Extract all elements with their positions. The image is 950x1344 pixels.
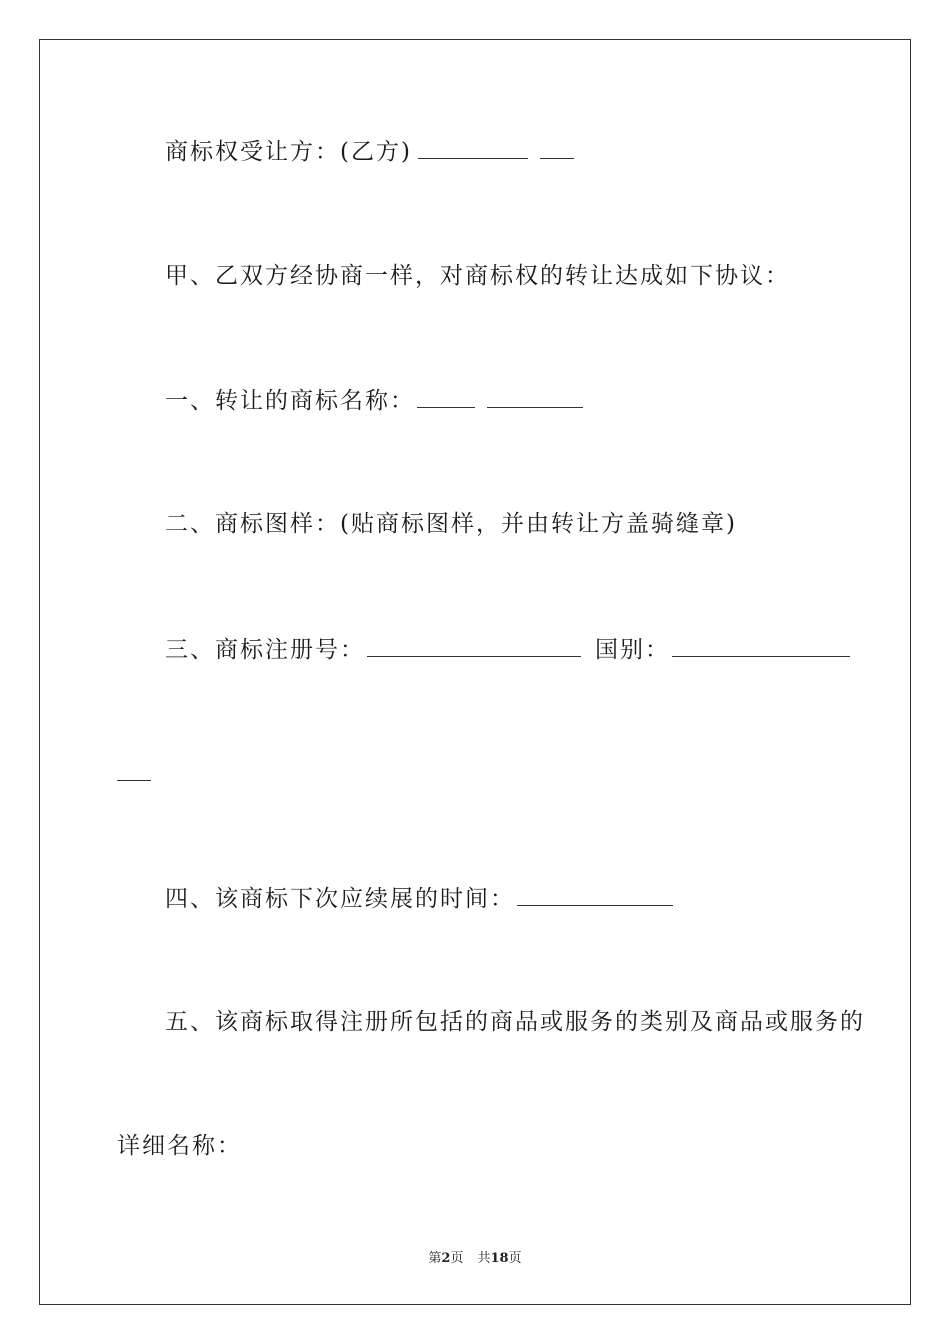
clause-5-goods-services: 五、该商标取得注册所包括的商品或服务的类别及商品或服务的 [165,1009,865,1035]
page-current: 2 [441,1251,451,1266]
clause-4-label: 四、该商标下次应续展的时间： [165,886,515,912]
page-footer [0,1247,950,1266]
agreement-intro: 甲、乙双方经协商一样，对商标权的转让达成如下协议： [165,263,790,289]
clause-5-continuation: 详细名称： [117,1133,242,1159]
country-label: 国别： [595,637,670,663]
total-prefix: 共 [477,1251,491,1266]
page-border [39,39,911,1305]
country-blank-continuation [117,758,151,788]
country-blank-tail[interactable] [117,758,151,781]
assignee-line [165,136,574,166]
country-blank[interactable] [672,634,850,657]
clause-1-label: 一、转让的商标名称： [165,388,415,414]
renewal-time-blank[interactable] [517,883,673,906]
clause-1-trademark-name [165,385,583,415]
page-prefix: 第 [428,1251,442,1266]
clause-2-trademark-sample: 二、商标图样：(贴商标图样，并由转让方盖骑缝章) [165,511,737,537]
assignee-blank-2[interactable] [540,136,574,159]
page-total: 18 [490,1251,509,1266]
clause-3-registration [165,634,850,664]
page-suffix: 页 [450,1251,464,1266]
trademark-name-blank-1[interactable] [417,385,475,408]
clause-4-renewal-time [165,883,673,913]
registration-number-blank[interactable] [367,634,581,657]
trademark-name-blank-2[interactable] [487,385,583,408]
total-suffix: 页 [508,1251,522,1266]
clause-3-label: 三、商标注册号： [165,637,365,663]
assignee-label: 商标权受让方：(乙方) [165,139,412,165]
assignee-blank-1[interactable] [418,136,528,159]
